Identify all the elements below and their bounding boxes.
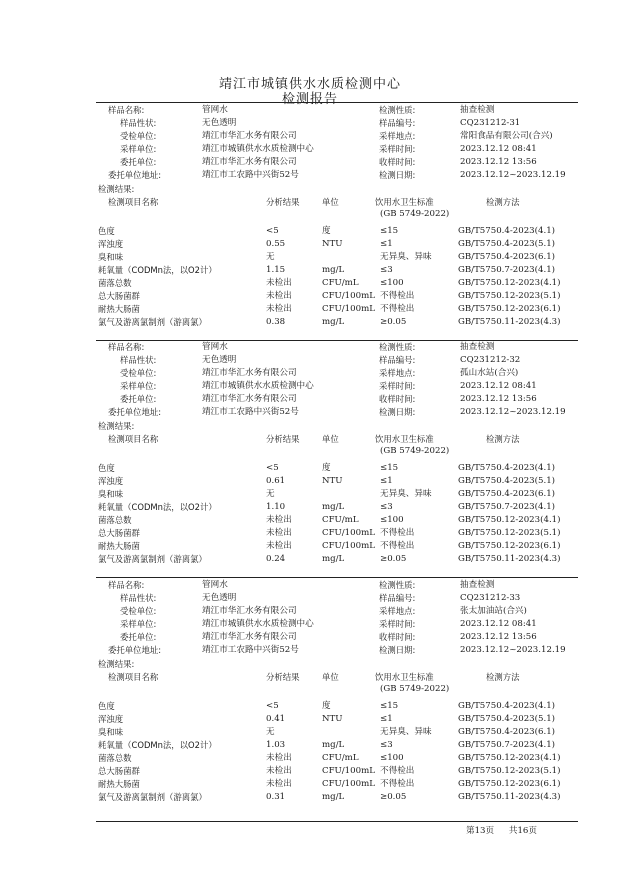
row-result: 未检出 (266, 753, 292, 763)
row-item: 臭和味 (98, 727, 124, 737)
row-standard: ≤15 (380, 226, 399, 236)
row-method: GB/T5750.12-2023(6.1) (458, 304, 561, 314)
row-standard: ≤3 (380, 740, 393, 750)
row-result: 未检出 (266, 766, 292, 776)
row-result: 0.61 (266, 476, 286, 486)
entrusting-unit-value: 靖江市华汇水务有限公司 (202, 157, 297, 167)
entrusting-unit-label: 委托单位: (120, 394, 157, 404)
row-method: GB/T5750.12-2023(5.1) (458, 766, 561, 776)
row-standard: ≤3 (380, 502, 393, 512)
row-result: 未检出 (266, 528, 292, 538)
sampling-site-value: 常阳食品有限公司(合兴) (460, 131, 553, 141)
row-result: 0.38 (266, 317, 286, 327)
test-type-value: 抽查检测 (460, 580, 495, 590)
row-method: GB/T5750.4-2023(5.1) (458, 714, 556, 724)
client-unit-value: 靖江市华汇水务有限公司 (202, 131, 297, 141)
row-standard: ≤100 (380, 753, 404, 763)
row-standard: ≥0.05 (380, 554, 407, 564)
sample-name-value: 管网水 (202, 342, 228, 352)
row-item: 菌落总数 (98, 515, 132, 525)
row-result: 1.15 (266, 265, 286, 275)
entrusting-address-label: 委托单位地址: (108, 170, 162, 180)
row-result: 未检出 (266, 291, 292, 301)
row-unit: CFU/100mL (322, 291, 375, 301)
page-footer (466, 824, 549, 836)
row-item: 氯气及游离氯制剂（游离氯） (98, 554, 207, 564)
row-standard: ≤100 (380, 278, 404, 288)
col-item-header: 检测项目名称 (108, 434, 159, 444)
row-item: 色度 (98, 701, 115, 711)
row-method: GB/T5750.4-2023(5.1) (458, 239, 556, 249)
row-unit: CFU/100mL (322, 766, 375, 776)
sampling-unit-value: 靖江市城镇供水水质检测中心 (202, 144, 314, 154)
sample-nature-value: 无色透明 (202, 118, 237, 128)
row-unit: 度 (322, 463, 331, 473)
sampling-site-label: 采样地点: (379, 368, 416, 378)
test-date-label: 检测日期: (379, 170, 416, 180)
row-standard: ≥0.05 (380, 317, 407, 327)
page-total: 共16页 (508, 826, 537, 836)
row-method: GB/T5750.12-2023(4.1) (458, 753, 561, 763)
sampling-site-value: 孤山水站(合兴) (460, 368, 519, 378)
row-method: GB/T5750.4-2023(6.1) (458, 727, 556, 737)
entrusting-unit-label: 委托单位: (120, 157, 157, 167)
sampling-unit-value: 靖江市城镇供水水质检测中心 (202, 381, 314, 391)
row-method: GB/T5750.4-2023(4.1) (458, 463, 556, 473)
sampling-site-label: 采样地点: (379, 606, 416, 616)
sample-nature-label: 样品性状: (120, 355, 157, 365)
entrusting-unit-label: 委托单位: (120, 632, 157, 642)
sample-name-value: 管网水 (202, 105, 228, 115)
row-unit: mg/L (322, 502, 345, 512)
row-item: 氯气及游离氯制剂（游离氯） (98, 317, 207, 327)
row-item: 色度 (98, 463, 115, 473)
col-item-header: 检测项目名称 (108, 197, 159, 207)
row-unit: mg/L (322, 317, 345, 327)
row-method: GB/T5750.7-2023(4.1) (458, 502, 556, 512)
entrusting-address-value: 靖江市工农路中兴街52号 (202, 407, 299, 417)
row-item: 浑浊度 (98, 476, 124, 486)
sample-number-value: CQ231212-33 (460, 593, 521, 603)
row-unit: CFU/100mL (322, 779, 375, 789)
row-result: 未检出 (266, 541, 292, 551)
row-standard: 不得检出 (380, 528, 415, 538)
row-standard: 无异臭、异味 (380, 489, 432, 499)
row-standard: 无异臭、异味 (380, 727, 432, 737)
sampling-unit-label: 采样单位: (120, 381, 157, 391)
page-number: 第13页 (466, 826, 495, 836)
sample-name-label: 样品名称: (108, 105, 145, 115)
sample-nature-label: 样品性状: (120, 118, 157, 128)
entrusting-address-label: 委托单位地址: (108, 407, 162, 417)
row-standard: 不得检出 (380, 291, 415, 301)
row-method: GB/T5750.12-2023(5.1) (458, 528, 561, 538)
col-result-header: 分析结果 (266, 197, 300, 207)
receiving-time-value: 2023.12.12 13:56 (460, 632, 537, 642)
row-result: 无 (266, 727, 275, 737)
row-unit: mg/L (322, 792, 345, 802)
sample-section (0, 104, 620, 354)
test-type-value: 抽查检测 (460, 342, 495, 352)
row-result: 未检出 (266, 779, 292, 789)
entrusting-unit-value: 靖江市华汇水务有限公司 (202, 632, 297, 642)
client-unit-label: 受检单位: (120, 368, 157, 378)
col-standard-header: 饮用水卫生标准 (375, 672, 434, 682)
test-type-label: 检测性质: (379, 580, 416, 590)
row-item: 耗氧量（CODMn法，以O2计） (98, 502, 217, 512)
row-method: GB/T5750.12-2023(4.1) (458, 278, 561, 288)
row-standard: ≤3 (380, 265, 393, 275)
row-result: 未检出 (266, 304, 292, 314)
col-unit-header: 单位 (322, 672, 339, 682)
sample-number-value: CQ231212-32 (460, 355, 521, 365)
col-result-header: 分析结果 (266, 672, 300, 682)
sample-number-label: 样品编号: (379, 593, 416, 603)
row-method: GB/T5750.12-2023(6.1) (458, 779, 561, 789)
test-date-value: 2023.12.12~2023.12.19 (460, 407, 566, 417)
test-date-value: 2023.12.12~2023.12.19 (460, 170, 566, 180)
doc-title: 检测报告 (281, 92, 338, 107)
test-type-label: 检测性质: (379, 342, 416, 352)
row-unit: 度 (322, 226, 331, 236)
row-result: 0.31 (266, 792, 286, 802)
row-unit: CFU/100mL (322, 304, 375, 314)
sample-number-label: 样品编号: (379, 118, 416, 128)
sampling-time-label: 采样时间: (379, 381, 416, 391)
row-standard: ≥0.05 (380, 792, 407, 802)
col-standard-header: 饮用水卫生标准 (375, 197, 434, 207)
sampling-time-value: 2023.12.12 08:41 (460, 381, 537, 391)
sample-section (0, 341, 620, 591)
test-date-label: 检测日期: (379, 407, 416, 417)
row-unit: CFU/mL (322, 515, 359, 525)
row-unit: CFU/mL (322, 278, 359, 288)
col-unit-header: 单位 (322, 434, 339, 444)
row-standard: 无异臭、异味 (380, 252, 432, 262)
client-unit-label: 受检单位: (120, 606, 157, 616)
row-unit: CFU/100mL (322, 528, 375, 538)
row-item: 耗氧量（CODMn法，以O2计） (98, 740, 217, 750)
row-item: 氯气及游离氯制剂（游离氯） (98, 792, 207, 802)
sample-nature-value: 无色透明 (202, 593, 237, 603)
sampling-time-label: 采样时间: (379, 144, 416, 154)
sample-section (0, 579, 620, 829)
col-result-header: 分析结果 (266, 434, 300, 444)
row-result: <5 (266, 226, 279, 236)
row-method: GB/T5750.12-2023(4.1) (458, 515, 561, 525)
row-unit: mg/L (322, 554, 345, 564)
sampling-unit-label: 采样单位: (120, 144, 157, 154)
row-standard: 不得检出 (380, 766, 415, 776)
sampling-time-value: 2023.12.12 08:41 (460, 619, 537, 629)
col-method-header: 检测方法 (486, 672, 520, 682)
row-result: 0.41 (266, 714, 286, 724)
sampling-unit-value: 靖江市城镇供水水质检测中心 (202, 619, 314, 629)
col-item-header: 检测项目名称 (108, 672, 159, 682)
row-item: 耐热大肠菌 (98, 541, 140, 551)
sample-number-value: CQ231212-31 (460, 118, 521, 128)
row-method: GB/T5750.11-2023(4.3) (458, 792, 561, 802)
row-method: GB/T5750.7-2023(4.1) (458, 265, 556, 275)
row-item: 菌落总数 (98, 278, 132, 288)
row-item: 总大肠菌群 (98, 291, 140, 301)
sampling-site-value: 张太加油站(合兴) (460, 606, 527, 616)
row-method: GB/T5750.11-2023(4.3) (458, 554, 561, 564)
row-result: 0.55 (266, 239, 286, 249)
entrusting-address-value: 靖江市工农路中兴街52号 (202, 170, 299, 180)
row-item: 臭和味 (98, 252, 124, 262)
row-method: GB/T5750.12-2023(5.1) (458, 291, 561, 301)
sample-name-label: 样品名称: (108, 342, 145, 352)
results-heading: 检测结果: (98, 659, 135, 669)
row-item: 耗氧量（CODMn法，以O2计） (98, 265, 217, 275)
sampling-unit-label: 采样单位: (120, 619, 157, 629)
results-heading: 检测结果: (98, 184, 135, 194)
client-unit-label: 受检单位: (120, 131, 157, 141)
col-unit-header: 单位 (322, 197, 339, 207)
row-standard: ≤15 (380, 463, 399, 473)
entrusting-address-label: 委托单位地址: (108, 645, 162, 655)
row-unit: NTU (322, 239, 343, 249)
row-unit: NTU (322, 476, 343, 486)
receiving-time-label: 收样时间: (379, 632, 416, 642)
row-item: 总大肠菌群 (98, 528, 140, 538)
row-result: <5 (266, 463, 279, 473)
row-result: <5 (266, 701, 279, 711)
row-method: GB/T5750.12-2023(6.1) (458, 541, 561, 551)
sampling-site-label: 采样地点: (379, 131, 416, 141)
row-method: GB/T5750.4-2023(4.1) (458, 701, 556, 711)
sampling-time-value: 2023.12.12 08:41 (460, 144, 537, 154)
test-date-label: 检测日期: (379, 645, 416, 655)
row-item: 浑浊度 (98, 714, 124, 724)
top-rule (96, 102, 578, 103)
row-unit: mg/L (322, 265, 345, 275)
test-type-value: 抽查检测 (460, 105, 495, 115)
row-standard: ≤1 (380, 714, 393, 724)
row-standard: ≤15 (380, 701, 399, 711)
col-standard-code: (GB 5749-2022) (380, 209, 450, 219)
col-standard-header: 饮用水卫生标准 (375, 434, 434, 444)
row-standard: 不得检出 (380, 304, 415, 314)
test-type-label: 检测性质: (379, 105, 416, 115)
col-standard-code: (GB 5749-2022) (380, 684, 450, 694)
col-method-header: 检测方法 (486, 197, 520, 207)
col-method-header: 检测方法 (486, 434, 520, 444)
entrusting-address-value: 靖江市工农路中兴街52号 (202, 645, 299, 655)
row-standard: 不得检出 (380, 541, 415, 551)
row-item: 菌落总数 (98, 753, 132, 763)
row-unit: CFU/100mL (322, 541, 375, 551)
receiving-time-value: 2023.12.12 13:56 (460, 394, 537, 404)
sample-number-label: 样品编号: (379, 355, 416, 365)
sample-name-label: 样品名称: (108, 580, 145, 590)
results-heading: 检测结果: (98, 421, 135, 431)
row-result: 未检出 (266, 278, 292, 288)
row-item: 总大肠菌群 (98, 766, 140, 776)
row-result: 未检出 (266, 515, 292, 525)
row-item: 浑浊度 (98, 239, 124, 249)
row-unit: 度 (322, 701, 331, 711)
row-method: GB/T5750.4-2023(5.1) (458, 476, 556, 486)
row-method: GB/T5750.4-2023(6.1) (458, 489, 556, 499)
row-standard: ≤1 (380, 476, 393, 486)
row-item: 耐热大肠菌 (98, 779, 140, 789)
row-result: 1.10 (266, 502, 286, 512)
row-standard: ≤100 (380, 515, 404, 525)
sample-nature-value: 无色透明 (202, 355, 237, 365)
row-item: 耐热大肠菌 (98, 304, 140, 314)
row-method: GB/T5750.4-2023(4.1) (458, 226, 556, 236)
entrusting-unit-value: 靖江市华汇水务有限公司 (202, 394, 297, 404)
row-method: GB/T5750.11-2023(4.3) (458, 317, 561, 327)
row-unit: NTU (322, 714, 343, 724)
row-unit: CFU/mL (322, 753, 359, 763)
client-unit-value: 靖江市华汇水务有限公司 (202, 606, 297, 616)
row-standard: ≤1 (380, 239, 393, 249)
sampling-time-label: 采样时间: (379, 619, 416, 629)
row-item: 臭和味 (98, 489, 124, 499)
row-unit: mg/L (322, 740, 345, 750)
client-unit-value: 靖江市华汇水务有限公司 (202, 368, 297, 378)
row-method: GB/T5750.7-2023(4.1) (458, 740, 556, 750)
row-method: GB/T5750.4-2023(6.1) (458, 252, 556, 262)
row-result: 无 (266, 489, 275, 499)
row-standard: 不得检出 (380, 779, 415, 789)
row-result: 0.24 (266, 554, 286, 564)
receiving-time-value: 2023.12.12 13:56 (460, 157, 537, 167)
sample-nature-label: 样品性状: (120, 593, 157, 603)
org-title: 靖江市城镇供水水质检测中心 (218, 77, 401, 92)
test-date-value: 2023.12.12~2023.12.19 (460, 645, 566, 655)
row-result: 无 (266, 252, 275, 262)
row-result: 1.03 (266, 740, 286, 750)
sample-name-value: 管网水 (202, 580, 228, 590)
receiving-time-label: 收样时间: (379, 394, 416, 404)
row-item: 色度 (98, 226, 115, 236)
col-standard-code: (GB 5749-2022) (380, 446, 450, 456)
receiving-time-label: 收样时间: (379, 157, 416, 167)
